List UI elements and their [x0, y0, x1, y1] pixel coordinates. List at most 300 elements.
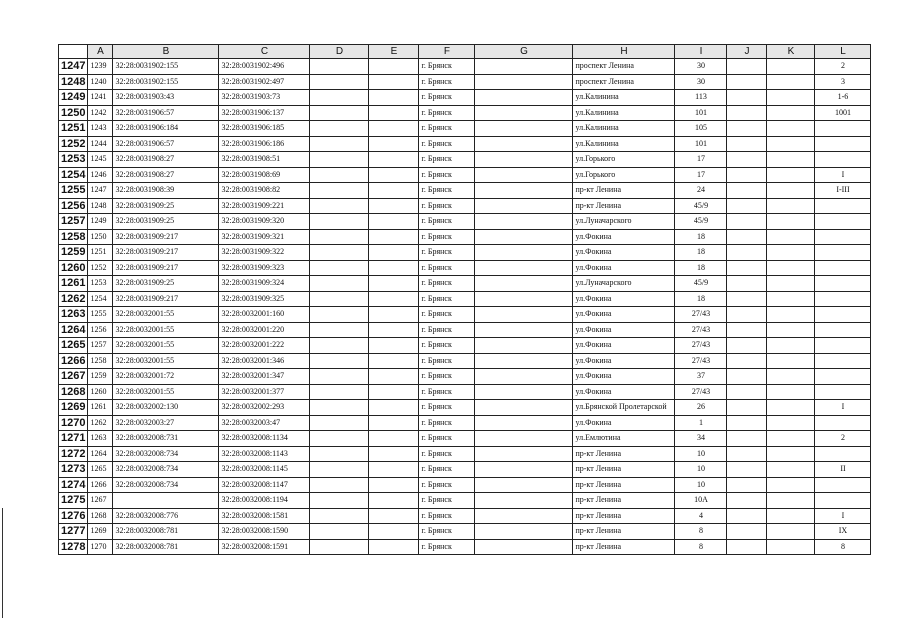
cell-d[interactable] — [310, 384, 369, 400]
cell-l[interactable]: 8 — [815, 539, 871, 555]
cell-b[interactable]: 32:28:0031906:57 — [113, 105, 219, 121]
cell-l[interactable] — [815, 198, 871, 214]
cell-f[interactable]: г. Брянск — [419, 229, 475, 245]
cell-d[interactable] — [310, 338, 369, 354]
cell-f[interactable]: г. Брянск — [419, 446, 475, 462]
cell-j[interactable] — [727, 183, 767, 199]
cell-i[interactable]: 113 — [675, 90, 727, 106]
cell-e[interactable] — [369, 338, 419, 354]
cell-c[interactable]: 32:28:0031909:324 — [219, 276, 310, 292]
cell-d[interactable] — [310, 276, 369, 292]
cell-l[interactable]: IX — [815, 524, 871, 540]
cell-i[interactable]: 18 — [675, 291, 727, 307]
row-number[interactable]: 1266 — [59, 353, 88, 369]
cell-f[interactable]: г. Брянск — [419, 431, 475, 447]
cell-c[interactable]: 32:28:0032008:1581 — [219, 508, 310, 524]
cell-h[interactable]: ул.Фокина — [573, 291, 675, 307]
cell-k[interactable] — [767, 59, 815, 75]
cell-c[interactable]: 32:28:0031906:137 — [219, 105, 310, 121]
cell-l[interactable] — [815, 446, 871, 462]
cell-e[interactable] — [369, 136, 419, 152]
cell-d[interactable] — [310, 152, 369, 168]
cell-i[interactable]: 45/9 — [675, 198, 727, 214]
cell-e[interactable] — [369, 508, 419, 524]
cell-d[interactable] — [310, 307, 369, 323]
cell-k[interactable] — [767, 167, 815, 183]
cell-g[interactable] — [475, 90, 573, 106]
cell-g[interactable] — [475, 136, 573, 152]
cell-f[interactable]: г. Брянск — [419, 276, 475, 292]
cell-c[interactable]: 32:28:0032001:160 — [219, 307, 310, 323]
cell-k[interactable] — [767, 384, 815, 400]
cell-j[interactable] — [727, 462, 767, 478]
cell-a[interactable]: 1257 — [88, 338, 113, 354]
cell-j[interactable] — [727, 121, 767, 137]
cell-h[interactable]: пр-кт Ленина — [573, 493, 675, 509]
cell-a[interactable]: 1244 — [88, 136, 113, 152]
cell-h[interactable]: ул.Калинина — [573, 121, 675, 137]
cell-k[interactable] — [767, 276, 815, 292]
cell-j[interactable] — [727, 477, 767, 493]
cell-k[interactable] — [767, 415, 815, 431]
cell-d[interactable] — [310, 400, 369, 416]
cell-k[interactable] — [767, 105, 815, 121]
cell-j[interactable] — [727, 214, 767, 230]
cell-h[interactable]: ул.Фокина — [573, 369, 675, 385]
cell-e[interactable] — [369, 539, 419, 555]
cell-j[interactable] — [727, 276, 767, 292]
column-header[interactable]: F — [419, 45, 475, 59]
cell-k[interactable] — [767, 307, 815, 323]
cell-c[interactable]: 32:28:0031909:323 — [219, 260, 310, 276]
cell-b[interactable]: 32:28:0032001:55 — [113, 384, 219, 400]
cell-h[interactable]: ул.Фокина — [573, 415, 675, 431]
cell-e[interactable] — [369, 322, 419, 338]
cell-c[interactable]: 32:28:0031908:69 — [219, 167, 310, 183]
cell-f[interactable]: г. Брянск — [419, 214, 475, 230]
cell-c[interactable]: 32:28:0031902:496 — [219, 59, 310, 75]
cell-j[interactable] — [727, 59, 767, 75]
cell-j[interactable] — [727, 493, 767, 509]
cell-h[interactable]: ул.Горького — [573, 152, 675, 168]
row-number[interactable]: 1252 — [59, 136, 88, 152]
cell-b[interactable]: 32:28:0032008:734 — [113, 446, 219, 462]
cell-j[interactable] — [727, 369, 767, 385]
cell-a[interactable]: 1251 — [88, 245, 113, 261]
cell-a[interactable]: 1248 — [88, 198, 113, 214]
cell-e[interactable] — [369, 167, 419, 183]
column-header[interactable]: L — [815, 45, 871, 59]
cell-j[interactable] — [727, 74, 767, 90]
cell-j[interactable] — [727, 198, 767, 214]
cell-i[interactable]: 34 — [675, 431, 727, 447]
cell-h[interactable]: ул.Фокина — [573, 307, 675, 323]
cell-l[interactable] — [815, 415, 871, 431]
cell-f[interactable]: г. Брянск — [419, 183, 475, 199]
cell-k[interactable] — [767, 462, 815, 478]
cell-a[interactable]: 1259 — [88, 369, 113, 385]
cell-h[interactable]: ул.Фокина — [573, 384, 675, 400]
cell-h[interactable]: пр-кт Ленина — [573, 539, 675, 555]
cell-l[interactable]: I — [815, 508, 871, 524]
cell-b[interactable]: 32:28:0032008:776 — [113, 508, 219, 524]
cell-a[interactable]: 1260 — [88, 384, 113, 400]
cell-h[interactable]: ул.Горького — [573, 167, 675, 183]
cell-g[interactable] — [475, 338, 573, 354]
cell-c[interactable]: 32:28:0031909:322 — [219, 245, 310, 261]
cell-d[interactable] — [310, 260, 369, 276]
cell-l[interactable] — [815, 245, 871, 261]
row-number[interactable]: 1251 — [59, 121, 88, 137]
cell-c[interactable]: 32:28:0032008:1194 — [219, 493, 310, 509]
cell-f[interactable]: г. Брянск — [419, 493, 475, 509]
cell-d[interactable] — [310, 90, 369, 106]
cell-j[interactable] — [727, 400, 767, 416]
cell-f[interactable]: г. Брянск — [419, 508, 475, 524]
cell-f[interactable]: г. Брянск — [419, 291, 475, 307]
cell-h[interactable]: ул.Брянской Пролетарской — [573, 400, 675, 416]
row-number[interactable]: 1249 — [59, 90, 88, 106]
cell-l[interactable]: 3 — [815, 74, 871, 90]
cell-k[interactable] — [767, 539, 815, 555]
cell-b[interactable]: 32:28:0032008:781 — [113, 539, 219, 555]
row-number[interactable]: 1264 — [59, 322, 88, 338]
cell-f[interactable]: г. Брянск — [419, 90, 475, 106]
cell-d[interactable] — [310, 245, 369, 261]
column-header[interactable]: J — [727, 45, 767, 59]
cell-e[interactable] — [369, 477, 419, 493]
cell-k[interactable] — [767, 291, 815, 307]
cell-d[interactable] — [310, 369, 369, 385]
row-number[interactable]: 1277 — [59, 524, 88, 540]
cell-k[interactable] — [767, 183, 815, 199]
cell-c[interactable]: 32:28:0031909:321 — [219, 229, 310, 245]
cell-k[interactable] — [767, 198, 815, 214]
cell-c[interactable]: 32:28:0031909:221 — [219, 198, 310, 214]
cell-d[interactable] — [310, 508, 369, 524]
cell-b[interactable]: 32:28:0032001:55 — [113, 322, 219, 338]
cell-d[interactable] — [310, 462, 369, 478]
row-number[interactable]: 1276 — [59, 508, 88, 524]
cell-d[interactable] — [310, 322, 369, 338]
cell-a[interactable]: 1245 — [88, 152, 113, 168]
column-header[interactable]: I — [675, 45, 727, 59]
cell-b[interactable]: 32:28:0032008:734 — [113, 462, 219, 478]
row-number[interactable]: 1265 — [59, 338, 88, 354]
cell-b[interactable]: 32:28:0031909:217 — [113, 291, 219, 307]
cell-c[interactable]: 32:28:0032008:1147 — [219, 477, 310, 493]
cell-e[interactable] — [369, 152, 419, 168]
cell-e[interactable] — [369, 183, 419, 199]
cell-a[interactable]: 1258 — [88, 353, 113, 369]
cell-a[interactable]: 1239 — [88, 59, 113, 75]
cell-e[interactable] — [369, 431, 419, 447]
cell-e[interactable] — [369, 74, 419, 90]
cell-l[interactable]: 1-6 — [815, 90, 871, 106]
cell-d[interactable] — [310, 59, 369, 75]
cell-l[interactable]: I-III — [815, 183, 871, 199]
cell-e[interactable] — [369, 59, 419, 75]
cell-k[interactable] — [767, 353, 815, 369]
cell-i[interactable]: 1 — [675, 415, 727, 431]
cell-k[interactable] — [767, 245, 815, 261]
row-number[interactable]: 1270 — [59, 415, 88, 431]
cell-g[interactable] — [475, 524, 573, 540]
cell-a[interactable]: 1242 — [88, 105, 113, 121]
cell-f[interactable]: г. Брянск — [419, 74, 475, 90]
cell-j[interactable] — [727, 524, 767, 540]
cell-j[interactable] — [727, 322, 767, 338]
cell-i[interactable]: 10А — [675, 493, 727, 509]
cell-f[interactable]: г. Брянск — [419, 198, 475, 214]
row-number[interactable]: 1278 — [59, 539, 88, 555]
row-number[interactable]: 1273 — [59, 462, 88, 478]
row-number[interactable]: 1258 — [59, 229, 88, 245]
cell-k[interactable] — [767, 493, 815, 509]
cell-c[interactable]: 32:28:0031908:82 — [219, 183, 310, 199]
cell-d[interactable] — [310, 183, 369, 199]
cell-l[interactable]: II — [815, 462, 871, 478]
cell-i[interactable]: 30 — [675, 59, 727, 75]
cell-i[interactable]: 10 — [675, 462, 727, 478]
cell-h[interactable]: ул.Фокина — [573, 322, 675, 338]
cell-i[interactable]: 27/43 — [675, 322, 727, 338]
cell-l[interactable] — [815, 477, 871, 493]
cell-a[interactable]: 1263 — [88, 431, 113, 447]
cell-l[interactable] — [815, 152, 871, 168]
cell-l[interactable] — [815, 260, 871, 276]
cell-b[interactable]: 32:28:0031902:155 — [113, 59, 219, 75]
cell-e[interactable] — [369, 214, 419, 230]
cell-l[interactable] — [815, 121, 871, 137]
cell-i[interactable]: 37 — [675, 369, 727, 385]
cell-h[interactable]: пр-кт Ленина — [573, 446, 675, 462]
cell-k[interactable] — [767, 136, 815, 152]
cell-h[interactable]: ул.Фокина — [573, 260, 675, 276]
cell-k[interactable] — [767, 524, 815, 540]
cell-g[interactable] — [475, 369, 573, 385]
cell-d[interactable] — [310, 198, 369, 214]
cell-k[interactable] — [767, 338, 815, 354]
cell-e[interactable] — [369, 384, 419, 400]
cell-a[interactable]: 1254 — [88, 291, 113, 307]
cell-b[interactable]: 32:28:0031909:217 — [113, 245, 219, 261]
cell-g[interactable] — [475, 384, 573, 400]
column-header[interactable]: B — [113, 45, 219, 59]
cell-b[interactable]: 32:28:0032001:55 — [113, 338, 219, 354]
cell-e[interactable] — [369, 90, 419, 106]
cell-d[interactable] — [310, 415, 369, 431]
cell-d[interactable] — [310, 121, 369, 137]
cell-j[interactable] — [727, 415, 767, 431]
cell-d[interactable] — [310, 477, 369, 493]
cell-j[interactable] — [727, 539, 767, 555]
cell-i[interactable]: 10 — [675, 446, 727, 462]
cell-c[interactable]: 32:28:0031909:325 — [219, 291, 310, 307]
cell-f[interactable]: г. Брянск — [419, 307, 475, 323]
column-header[interactable]: G — [475, 45, 573, 59]
cell-j[interactable] — [727, 167, 767, 183]
cell-a[interactable]: 1261 — [88, 400, 113, 416]
cell-a[interactable]: 1253 — [88, 276, 113, 292]
cell-a[interactable]: 1246 — [88, 167, 113, 183]
cell-h[interactable]: ул.Калинина — [573, 90, 675, 106]
cell-d[interactable] — [310, 446, 369, 462]
cell-i[interactable]: 24 — [675, 183, 727, 199]
cell-l[interactable] — [815, 291, 871, 307]
cell-e[interactable] — [369, 415, 419, 431]
cell-b[interactable]: 32:28:0031908:27 — [113, 167, 219, 183]
cell-k[interactable] — [767, 260, 815, 276]
cell-j[interactable] — [727, 291, 767, 307]
cell-c[interactable]: 32:28:0032008:1145 — [219, 462, 310, 478]
cell-g[interactable] — [475, 260, 573, 276]
cell-l[interactable] — [815, 353, 871, 369]
cell-a[interactable]: 1270 — [88, 539, 113, 555]
cell-j[interactable] — [727, 90, 767, 106]
row-number[interactable]: 1261 — [59, 276, 88, 292]
cell-g[interactable] — [475, 276, 573, 292]
cell-j[interactable] — [727, 508, 767, 524]
cell-g[interactable] — [475, 245, 573, 261]
cell-d[interactable] — [310, 74, 369, 90]
cell-h[interactable]: пр-кт Ленина — [573, 462, 675, 478]
cell-b[interactable]: 32:28:0032001:72 — [113, 369, 219, 385]
cell-f[interactable]: г. Брянск — [419, 152, 475, 168]
cell-f[interactable]: г. Брянск — [419, 136, 475, 152]
column-header[interactable]: K — [767, 45, 815, 59]
cell-i[interactable]: 27/43 — [675, 353, 727, 369]
cell-j[interactable] — [727, 353, 767, 369]
row-number[interactable]: 1267 — [59, 369, 88, 385]
cell-i[interactable]: 18 — [675, 260, 727, 276]
cell-b[interactable]: 32:28:0031903:43 — [113, 90, 219, 106]
cell-c[interactable]: 32:28:0031903:73 — [219, 90, 310, 106]
cell-c[interactable]: 32:28:0031906:186 — [219, 136, 310, 152]
cell-f[interactable]: г. Брянск — [419, 415, 475, 431]
row-number[interactable]: 1248 — [59, 74, 88, 90]
cell-b[interactable]: 32:28:0031908:27 — [113, 152, 219, 168]
cell-f[interactable]: г. Брянск — [419, 105, 475, 121]
cell-c[interactable]: 32:28:0032001:346 — [219, 353, 310, 369]
cell-i[interactable]: 17 — [675, 167, 727, 183]
cell-i[interactable]: 27/43 — [675, 338, 727, 354]
cell-a[interactable]: 1247 — [88, 183, 113, 199]
cell-b[interactable]: 32:28:0031906:57 — [113, 136, 219, 152]
cell-j[interactable] — [727, 431, 767, 447]
cell-f[interactable]: г. Брянск — [419, 353, 475, 369]
cell-c[interactable]: 32:28:0032001:377 — [219, 384, 310, 400]
cell-a[interactable]: 1240 — [88, 74, 113, 90]
cell-h[interactable]: ул.Луначарского — [573, 214, 675, 230]
row-number[interactable]: 1255 — [59, 183, 88, 199]
cell-f[interactable]: г. Брянск — [419, 384, 475, 400]
cell-d[interactable] — [310, 229, 369, 245]
cell-l[interactable] — [815, 369, 871, 385]
cell-i[interactable]: 10 — [675, 477, 727, 493]
cell-l[interactable] — [815, 322, 871, 338]
cell-i[interactable]: 27/43 — [675, 307, 727, 323]
cell-d[interactable] — [310, 136, 369, 152]
cell-g[interactable] — [475, 291, 573, 307]
column-header[interactable]: A — [88, 45, 113, 59]
cell-k[interactable] — [767, 508, 815, 524]
row-number[interactable]: 1254 — [59, 167, 88, 183]
cell-a[interactable]: 1262 — [88, 415, 113, 431]
cell-g[interactable] — [475, 307, 573, 323]
cell-d[interactable] — [310, 353, 369, 369]
cell-b[interactable]: 32:28:0032001:55 — [113, 307, 219, 323]
cell-g[interactable] — [475, 493, 573, 509]
cell-j[interactable] — [727, 136, 767, 152]
cell-g[interactable] — [475, 400, 573, 416]
cell-i[interactable]: 8 — [675, 539, 727, 555]
cell-d[interactable] — [310, 105, 369, 121]
cell-e[interactable] — [369, 369, 419, 385]
cell-c[interactable]: 32:28:0032001:347 — [219, 369, 310, 385]
cell-d[interactable] — [310, 493, 369, 509]
cell-b[interactable] — [113, 493, 219, 509]
cell-i[interactable]: 8 — [675, 524, 727, 540]
cell-f[interactable]: г. Брянск — [419, 369, 475, 385]
cell-f[interactable]: г. Брянск — [419, 338, 475, 354]
cell-c[interactable]: 32:28:0032008:1591 — [219, 539, 310, 555]
cell-g[interactable] — [475, 539, 573, 555]
cell-e[interactable] — [369, 307, 419, 323]
cell-g[interactable] — [475, 105, 573, 121]
row-number[interactable]: 1259 — [59, 245, 88, 261]
cell-c[interactable]: 32:28:0031902:497 — [219, 74, 310, 90]
cell-k[interactable] — [767, 446, 815, 462]
cell-f[interactable]: г. Брянск — [419, 524, 475, 540]
row-number[interactable]: 1274 — [59, 477, 88, 493]
cell-c[interactable]: 32:28:0032001:222 — [219, 338, 310, 354]
cell-h[interactable]: пр-кт Ленина — [573, 477, 675, 493]
cell-c[interactable]: 32:28:0032001:220 — [219, 322, 310, 338]
cell-d[interactable] — [310, 167, 369, 183]
column-header[interactable]: C — [219, 45, 310, 59]
cell-i[interactable]: 45/9 — [675, 214, 727, 230]
cell-i[interactable]: 27/43 — [675, 384, 727, 400]
cell-a[interactable]: 1243 — [88, 121, 113, 137]
cell-e[interactable] — [369, 446, 419, 462]
cell-i[interactable]: 101 — [675, 105, 727, 121]
column-header[interactable]: D — [310, 45, 369, 59]
cell-e[interactable] — [369, 276, 419, 292]
cell-a[interactable]: 1256 — [88, 322, 113, 338]
cell-h[interactable]: ул.Фокина — [573, 338, 675, 354]
cell-c[interactable]: 32:28:0031908:51 — [219, 152, 310, 168]
cell-i[interactable]: 101 — [675, 136, 727, 152]
cell-i[interactable]: 105 — [675, 121, 727, 137]
cell-c[interactable]: 32:28:0031909:320 — [219, 214, 310, 230]
cell-j[interactable] — [727, 105, 767, 121]
row-number[interactable]: 1262 — [59, 291, 88, 307]
cell-j[interactable] — [727, 260, 767, 276]
cell-f[interactable]: г. Брянск — [419, 539, 475, 555]
cell-k[interactable] — [767, 229, 815, 245]
cell-b[interactable]: 32:28:0032008:781 — [113, 524, 219, 540]
cell-f[interactable]: г. Брянск — [419, 121, 475, 137]
row-number[interactable]: 1272 — [59, 446, 88, 462]
cell-e[interactable] — [369, 462, 419, 478]
cell-f[interactable]: г. Брянск — [419, 167, 475, 183]
cell-b[interactable]: 32:28:0032003:27 — [113, 415, 219, 431]
row-number[interactable]: 1253 — [59, 152, 88, 168]
cell-h[interactable]: пр-кт Ленина — [573, 508, 675, 524]
cell-b[interactable]: 32:28:0031908:39 — [113, 183, 219, 199]
cell-g[interactable] — [475, 431, 573, 447]
